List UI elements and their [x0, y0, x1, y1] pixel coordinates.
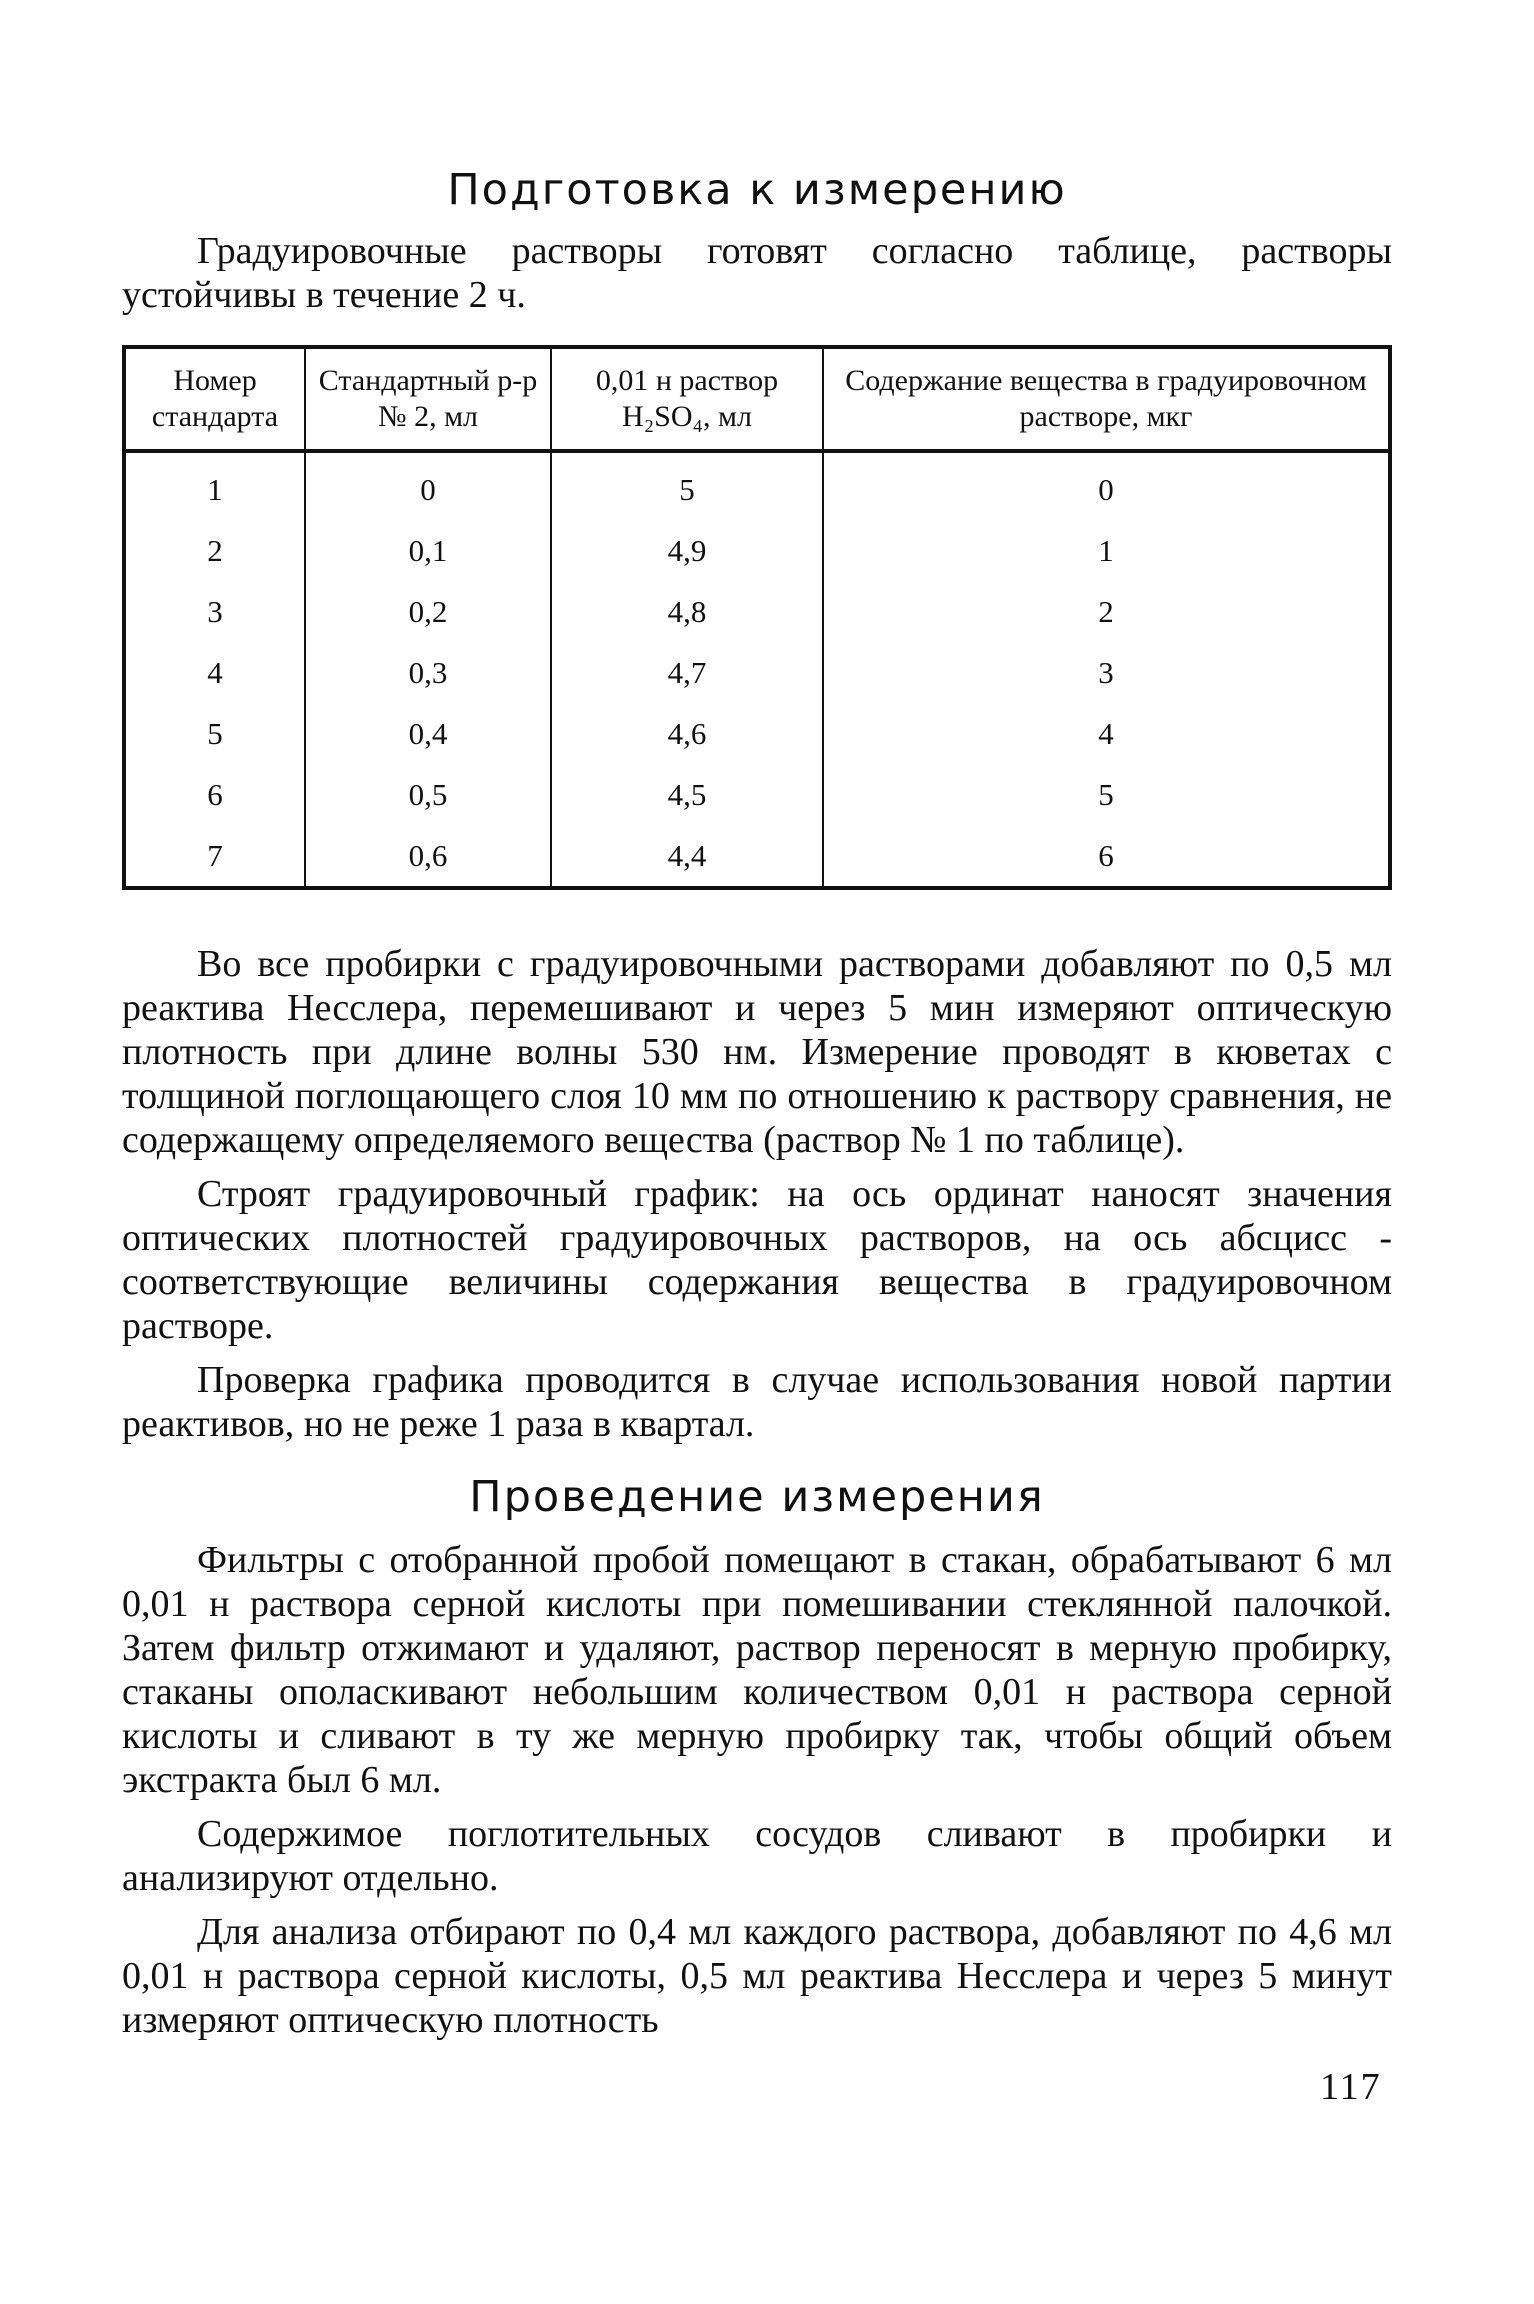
cell-standard: 0,3: [305, 642, 551, 703]
calibration-table: [122, 345, 1392, 890]
cell-standard: 0,6: [305, 825, 551, 888]
cell-acid: 4,7: [551, 642, 823, 703]
section-heading-measurement: Проведение измерения: [469, 1472, 1045, 1522]
cell-number: 5: [124, 703, 305, 764]
table-row: [124, 642, 1390, 703]
cell-content: 4: [823, 703, 1390, 764]
paragraph-absorbers: Содержимое поглотительных сосудов сливают в пробирки и анализируют отдельно.: [122, 1813, 1392, 1899]
paragraph-graph-check: Проверка графика проводится в случае использования новой партии реактивов, но не реже 1 раза в квартал.: [122, 1359, 1392, 1445]
cell-standard: 0,2: [305, 581, 551, 642]
cell-acid: 4,5: [551, 764, 823, 825]
cell-number: 2: [124, 520, 305, 581]
page-number: 117: [1320, 2066, 1382, 2108]
cell-number: 3: [124, 581, 305, 642]
table-row: [124, 703, 1390, 764]
intro-paragraph: Градуировочные растворы готовят согласно таблице, растворы устойчивы в течение 2 ч.: [122, 230, 1392, 316]
paragraph-calibration-graph: Строят градуировочный график: на ось ординат наносят значения оптических плотностей градуировочных растворов, на ось абсцисс - соответствующие величины содержания вещества в градуировочном растворе.: [122, 1173, 1392, 1347]
cell-acid: 5: [551, 451, 823, 520]
cell-content: 1: [823, 520, 1390, 581]
table-row: [124, 764, 1390, 825]
cell-content: 2: [823, 581, 1390, 642]
paragraph-filters: Фильтры с отобранной пробой помещают в стакан, обрабатывают 6 мл 0,01 н раствора серной кислоты при помешивании стеклянной палочкой. Затем фильтр отжимают и удаляют, раствор переносят в мерную пробирку, стаканы ополаскивают небольшим количеством 0,01 н раствора серной кислоты и сливают в ту же мерную пробирку так, чтобы общий объем экстракта был 6 мл.: [122, 1539, 1392, 1801]
cell-content: 3: [823, 642, 1390, 703]
header-substance-content: Содержание вещества в градуировочном растворе, мкг: [823, 347, 1390, 451]
cell-acid: 4,6: [551, 703, 823, 764]
cell-standard: 0,1: [305, 520, 551, 581]
cell-number: 4: [124, 642, 305, 703]
table-row: [124, 451, 1390, 520]
page-content: [122, 165, 1392, 2042]
paragraph-nessler-addition: Во все пробирки с градуировочными растворами добавляют по 0,5 мл реактива Несслера, перемешивают и через 5 мин измеряют оптическую плотность при длине волны 530 нм. Измерение проводят в кюветах с толщиной поглощающего слоя 10 мм по отношению к раствору сравнения, не содержащему определяемого вещества (раствор № 1 по таблице).: [122, 943, 1392, 1161]
header-standard-solution: Стандартный р-р № 2, мл: [305, 347, 551, 451]
table-header-row: [124, 347, 1390, 451]
cell-acid: 4,9: [551, 520, 823, 581]
cell-acid: 4,4: [551, 825, 823, 888]
header-standard-number: Номер стандарта: [124, 347, 305, 451]
header-acid-solution: 0,01 н раствор H₂SO₄, мл: [551, 347, 823, 451]
cell-standard: 0,4: [305, 703, 551, 764]
paragraph-analysis: Для анализа отбирают по 0,4 мл каждого раствора, добавляют по 4,6 мл 0,01 н раствора серной кислоты, 0,5 мл реактива Несслера и через 5 минут измеряют оптическую плотность: [122, 1911, 1392, 2041]
table-row: [124, 581, 1390, 642]
table-row: [124, 520, 1390, 581]
cell-number: 1: [124, 451, 305, 520]
cell-number: 7: [124, 825, 305, 888]
cell-acid: 4,8: [551, 581, 823, 642]
cell-content: 6: [823, 825, 1390, 888]
cell-number: 6: [124, 764, 305, 825]
cell-content: 5: [823, 764, 1390, 825]
cell-standard: 0: [305, 451, 551, 520]
section-heading-preparation: Подготовка к измерению: [447, 165, 1067, 215]
cell-standard: 0,5: [305, 764, 551, 825]
cell-content: 0: [823, 451, 1390, 520]
table-row: [124, 825, 1390, 888]
